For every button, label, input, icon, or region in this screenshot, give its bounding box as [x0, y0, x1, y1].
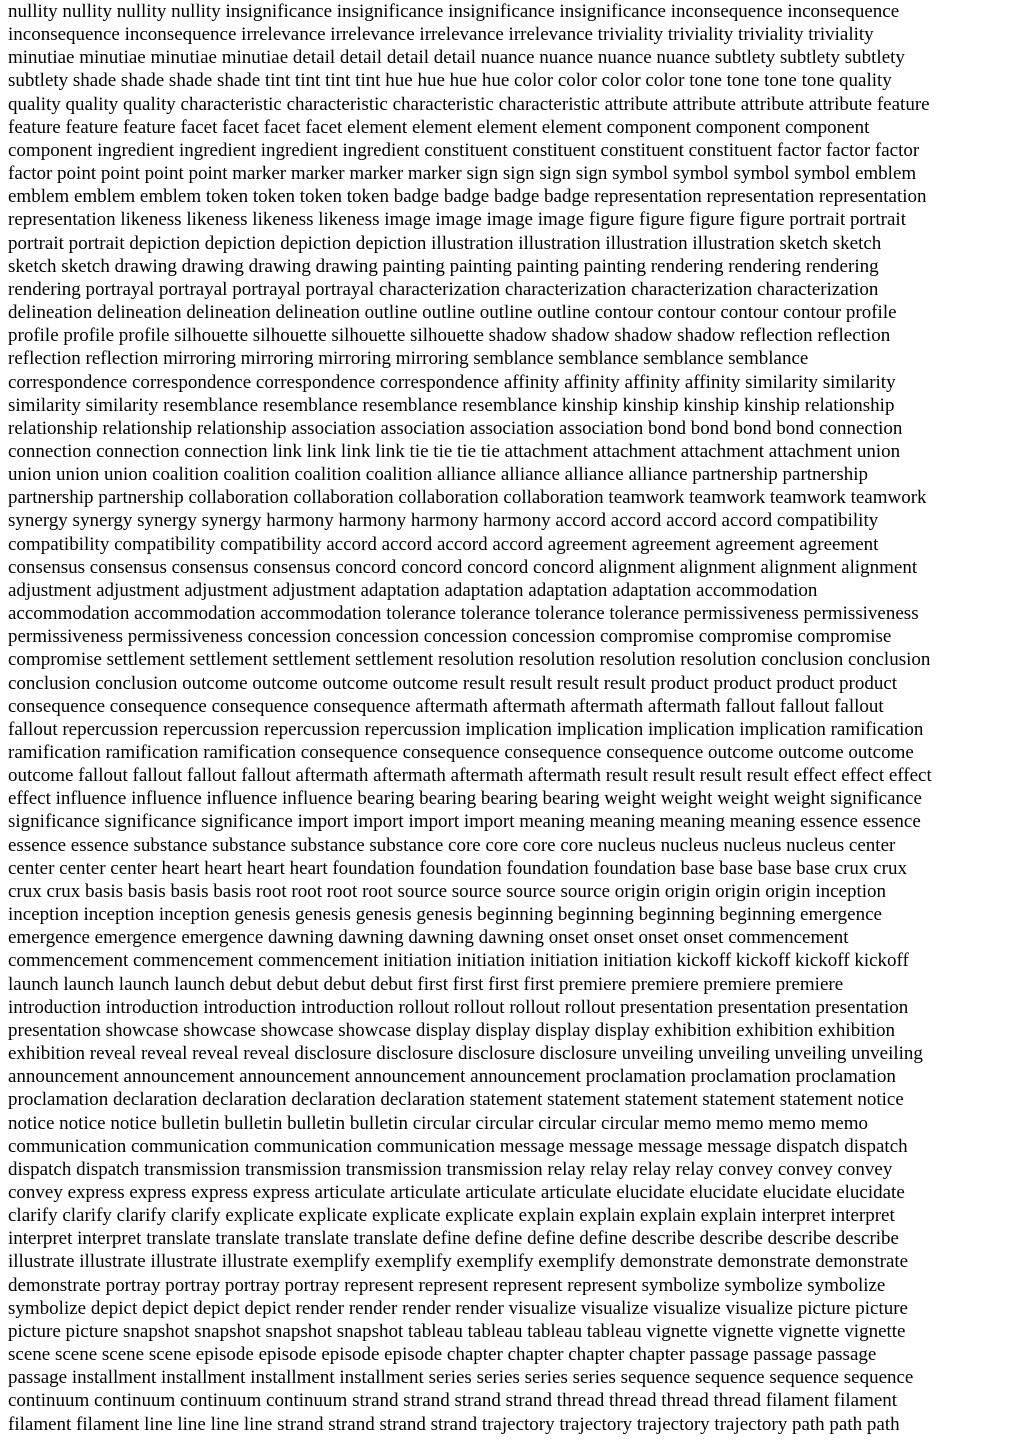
text-line: launch launch launch launch debut debut debut debut first first first first premiere premiere premiere premiere: [8, 973, 844, 995]
text-line: correspondence correspondence correspondence correspondence affinity affinity affinity affinity similarity similarity: [8, 371, 896, 393]
text-line: consensus consensus consensus consensus concord concord concord concord alignment alignment alignment alignment: [8, 556, 918, 578]
text-line: essence essence substance substance substance substance core core core core nucleus nucleus nucleus nucleus center: [8, 834, 896, 856]
text-line: relationship relationship relationship association association association association bond bond bond bond connection: [8, 417, 903, 439]
text-line: notice notice notice bulletin bulletin bulletin bulletin circular circular circular circular memo memo memo memo: [8, 1112, 868, 1134]
text-line: center center center heart heart heart heart foundation foundation foundation foundation base base base base crux crux: [8, 857, 907, 879]
text-line: symbolize depict depict depict depict render render render render visualize visualize visualize visualize picture picture: [8, 1297, 908, 1319]
text-line: similarity similarity resemblance resemblance resemblance resemblance kinship kinship kinship kinship relationship: [8, 394, 895, 416]
text-line: ramification ramification ramification consequence consequence consequence consequence outcome outcome outcome: [8, 742, 914, 763]
text-line: passage installment installment installment installment series series series series sequence sequence sequence sequence: [8, 1367, 914, 1389]
text-line: representation likeness likeness likeness likeness image image image image figure figure figure figure portrait portrait: [8, 209, 906, 231]
text-line: consequence consequence consequence consequence aftermath aftermath aftermath aftermath fallout fallout fallout: [8, 695, 884, 717]
text-line: partnership partnership collaboration collaboration collaboration collaboration teamwork teamwork teamwork teamwork: [8, 487, 927, 509]
text-line: fallout repercussion repercussion repercussion repercussion implication implication implication implication ramification: [8, 718, 924, 740]
text-line: minutiae minutiae minutiae minutiae detail detail detail detail nuance nuance nuance nuance subtlety subtlety subtlety: [8, 47, 905, 69]
text-line: subtlety shade shade shade shade tint tint tint tint hue hue hue hue color color color color tone tone tone tone quality: [8, 70, 892, 92]
text-line: illustrate illustrate illustrate illustrate exemplify exemplify exemplify exemplify demonstrate demonstrate demonstrate: [8, 1251, 909, 1273]
text-line: accommodation accommodation accommodation tolerance tolerance tolerance tolerance permissiveness permissiveness: [8, 603, 919, 625]
text-line: filament filament line line line line strand strand strand strand trajectory trajectory trajectory trajectory path path path: [8, 1413, 900, 1435]
text-line: compromise settlement settlement settlement settlement resolution resolution resolution resolution conclusion conclusion: [8, 649, 931, 671]
text-line: compatibility compatibility compatibility accord accord accord accord agreement agreement agreement agreement: [8, 533, 879, 555]
text-line: scene scene scene scene episode episode episode episode chapter chapter chapter chapter passage passage passage: [8, 1344, 877, 1366]
text-line: union union union coalition coalition coalition coalition alliance alliance alliance alliance partnership partnership: [8, 464, 868, 486]
text-line: effect influence influence influence influence bearing bearing bearing bearing weight weight weight weight significance: [8, 788, 922, 810]
text-line: inception inception inception genesis genesis genesis genesis beginning beginning beginning beginning emergence: [8, 904, 882, 926]
text-line: demonstrate portray portray portray portray represent represent represent represent symbolize symbolize symbolize: [8, 1274, 886, 1296]
text-line: conclusion conclusion outcome outcome outcome outcome result result result result product product product product: [8, 672, 898, 694]
text-line: feature feature feature facet facet facet facet element element element element component component component: [8, 116, 870, 138]
text-line: adjustment adjustment adjustment adjustment adaptation adaptation adaptation adaptation accommodation: [8, 579, 818, 601]
text-line: reflection reflection mirroring mirroring mirroring mirroring semblance semblance semblance semblance: [8, 348, 809, 370]
text-line: interpret interpret translate translate translate translate define define define define describe describe describe describe: [8, 1228, 899, 1250]
text-line: announcement announcement announcement announcement announcement proclamation proclamation proclamation: [8, 1066, 896, 1088]
text-line: emergence emergence emergence dawning dawning dawning dawning onset onset onset onset commencement: [8, 927, 849, 949]
text-line: crux crux basis basis basis basis root root root root source source source source origin origin origin origin inception: [8, 880, 887, 902]
text-line: connection connection connection link link link link tie tie tie tie attachment attachment attachment attachment union: [8, 440, 901, 462]
text-line: clarify clarify clarify clarify explicate explicate explicate explicate explain explain explain explain interpret interpret: [8, 1205, 895, 1227]
text-line: continuum continuum continuum continuum strand strand strand strand thread thread thread thread filament filament: [8, 1390, 898, 1412]
text-line: nullity nullity nullity nullity insignificance insignificance insignificance insignificance inconsequence inconsequence: [8, 1, 900, 22]
text-line: commencement commencement commencement initiation initiation initiation initiation kickoff kickoff kickoff kickoff: [8, 950, 909, 972]
text-line: factor point point point point marker marker marker marker sign sign sign sign symbol symbol symbol symbol emblem: [8, 163, 917, 185]
document-text-body: [8, 0, 1016, 1436]
text-line: convey express express express express articulate articulate articulate articulate elucidate elucidate elucidate elucidate: [8, 1181, 905, 1203]
text-line: synergy synergy synergy synergy harmony harmony harmony harmony accord accord accord accord compatibility: [8, 510, 879, 532]
text-line: permissiveness permissiveness concession concession concession concession compromise compromise compromise: [8, 626, 892, 648]
text-line: proclamation declaration declaration declaration declaration statement statement statement statement statement notice: [8, 1089, 904, 1111]
text-line: rendering portrayal portrayal portrayal portrayal characterization characterization characterization characterization: [8, 278, 879, 300]
text-line: sketch sketch drawing drawing drawing drawing painting painting painting painting rendering rendering rendering: [8, 255, 879, 277]
text-line: inconsequence inconsequence irrelevance irrelevance irrelevance irrelevance triviality triviality triviality triviality: [8, 24, 874, 46]
text-line: quality quality quality characteristic characteristic characteristic characteristic attribute attribute attribute attribute feature: [8, 93, 930, 115]
text-line: outcome fallout fallout fallout fallout aftermath aftermath aftermath aftermath result result result result effect effect effect: [8, 765, 932, 787]
text-line: significance significance significance import import import import meaning meaning meaning meaning essence essence: [8, 811, 921, 833]
text-line: presentation showcase showcase showcase showcase display display display display exhibition exhibition exhibition: [8, 1019, 896, 1041]
text-line: delineation delineation delineation delineation outline outline outline outline contour contour contour contour profile: [8, 302, 897, 324]
text-line: dispatch dispatch transmission transmission transmission transmission relay relay relay relay convey convey convey: [8, 1158, 893, 1180]
text-line: exhibition reveal reveal reveal reveal disclosure disclosure disclosure disclosure unveiling unveiling unveiling unveiling: [8, 1043, 923, 1065]
text-line: profile profile profile silhouette silhouette silhouette silhouette shadow shadow shadow shadow reflection reflection: [8, 325, 891, 347]
text-line: component ingredient ingredient ingredient ingredient constituent constituent constituent constituent factor factor factor: [8, 139, 920, 161]
text-line: emblem emblem emblem token token token token badge badge badge badge representation representation representation: [8, 186, 927, 208]
text-line: picture picture snapshot snapshot snapshot snapshot tableau tableau tableau tableau vignette vignette vignette vignette: [8, 1320, 906, 1342]
text-line: communication communication communication communication message message message message dispatch dispatch: [8, 1135, 908, 1157]
text-line: portrait portrait depiction depiction depiction depiction illustration illustration illustration illustration sketch sketch: [8, 232, 882, 254]
text-line: introduction introduction introduction introduction rollout rollout rollout rollout presentation presentation presentation: [8, 996, 909, 1018]
